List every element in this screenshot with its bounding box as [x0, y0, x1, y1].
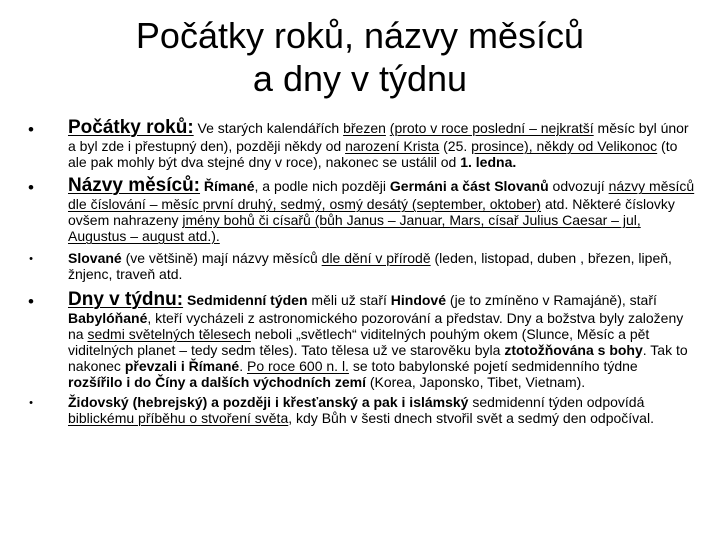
bullet-marker: • — [28, 178, 34, 197]
bullet-lead: Počátky roků: — [68, 117, 194, 138]
bullet-pocatky-roku — [24, 118, 696, 170]
bullet-lead: Názvy měsíců: — [68, 175, 201, 196]
bullet-zidovsky-tyden — [24, 394, 696, 426]
bullet-slovane — [24, 250, 696, 282]
bullet-text: Dny v týdnu: Sedmidenní týden měli už staří Hindové (je to zmíněno v Ramajáně), staří Babylóňané, kteří vycházeli z astronomického pozorování a představ. Dny a božstva byly založeny na sedmi světelných tělesech neboli „světlech“ viditelných pouhým okem (Slunce, Měsíc a pět viditelných planet – tedy sedm těles). Tato tělesa už ve starověku byla ztotožňována s bohy. Tak to nakonec převzali i Římané. Po roce 600 n. l. se toto babylonské pojetí sedmidenního týdne rozšířilo i do Číny a dalších východních zemí (Korea, Japonsko, Tibet, Vietnam). — [68, 289, 688, 390]
bullet-marker: • — [28, 120, 34, 139]
bullet-text: Počátky roků: Ve starých kalendářích březen (proto v roce poslední – nejkratší měsíc byl únor a byl zde i přestupný den), později někdy od narození Krista (25. prosince), někdy od Velikonoc (to ale pak mohly být dva stejné dny v roce), nakonec se ustálil od 1. ledna. — [68, 117, 689, 170]
bullet-marker: • — [29, 397, 33, 409]
bullet-list — [24, 118, 696, 430]
bullet-marker: • — [28, 292, 34, 311]
bullet-marker: • — [29, 253, 33, 265]
bullet-dny-v-tydnu — [24, 290, 696, 390]
bullet-text: Židovský (hebrejský) a později i křesťanský a pak i islámský sedmidenní týden odpovídá biblickému příběhu o stvoření světa, kdy Bůh v šesti dnech stvořil svět a sedmý den odpočíval. — [68, 394, 654, 426]
title-line-2: a dny v týdnu — [252, 58, 468, 99]
title-line-1: Počátky roků, názvy měsíců — [135, 15, 585, 56]
bullet-text: Názvy měsíců: Římané, a podle nich později Germáni a část Slovanů odvozují názvy měsíců dle číslování – měsíc první druhý, sedmý, osmý desátý (september, oktober) atd. Některé číslovky ovšem nahrazeny jmény bohů či císařů (bůh Janus – Januar, Mars, císař Julius Caesar – jul, Augustus – august atd.). — [68, 175, 695, 244]
bullet-lead: Dny v týdnu: — [68, 289, 184, 310]
bullet-text: Slované (ve většině) mají názvy měsíců dle dění v přírodě (leden, listopad, duben , březen, lipeň, žnjenc, traveň atd. — [68, 250, 672, 282]
bullet-nazvy-mesicu — [24, 176, 696, 244]
slide-title — [60, 14, 660, 100]
